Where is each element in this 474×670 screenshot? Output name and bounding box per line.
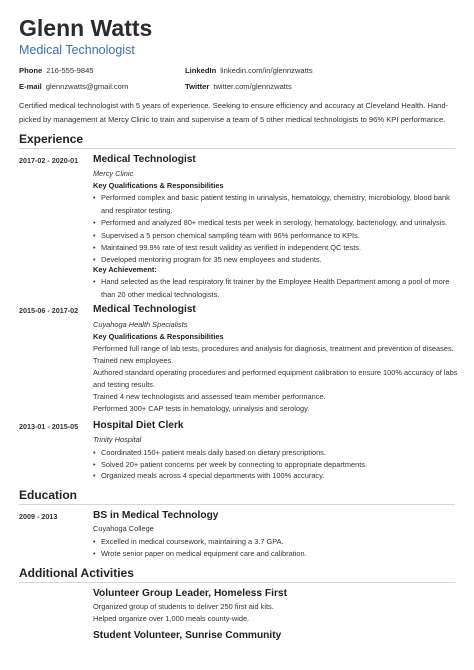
job-1-dates: 2017-02 - 2020-01 bbox=[19, 156, 79, 165]
experience-divider bbox=[19, 148, 455, 149]
list-item: • Excelled in medical coursework, maintaining a 3.7 GPA. bbox=[93, 537, 284, 546]
job-2-line: Performed full range of lab tests, procedures and analysis for diagnosis, treatment and prevention of diseases. bbox=[93, 344, 454, 353]
activity-2-title: Student Volunteer, Sunrise Community bbox=[93, 630, 282, 641]
linkedin-value[interactable]: linkedin.com/in/glennzwatts bbox=[220, 66, 313, 75]
list-item: • Organized meals across 4 special departments with 100% accuracy. bbox=[93, 471, 325, 480]
candidate-title: Medical Technologist bbox=[19, 43, 135, 57]
list-item: • Maintained 99.9% rate of test result validity as verified in independent QC tests. bbox=[93, 243, 362, 252]
education-school: Cuyahoga College bbox=[93, 524, 154, 533]
job-2-line: Authored standard operating procedures and performed equipment calibration to ensure 100% accuracy of labs bbox=[93, 368, 458, 377]
linkedin-label: LinkedIn bbox=[185, 66, 217, 75]
list-item: • Developed mentoring program for 35 new employees and students. bbox=[93, 255, 322, 264]
job-2-line: and testing results. bbox=[93, 380, 156, 389]
education-divider bbox=[19, 504, 455, 505]
contact-twitter bbox=[185, 82, 292, 92]
email-label: E-mail bbox=[19, 82, 42, 91]
job-2-qualifications-heading: Key Qualifications & Responsibilities bbox=[93, 332, 224, 341]
experience-heading: Experience bbox=[19, 132, 84, 146]
job-2-line: Trained new employees. bbox=[93, 356, 174, 365]
job-1-title: Medical Technologist bbox=[93, 154, 196, 165]
activity-1-line: Helped organize over 1,000 meals county-wide. bbox=[93, 614, 250, 623]
job-3-employer: Trinity Hospital bbox=[93, 435, 142, 444]
job-1-employer: Mercy Clinic bbox=[93, 169, 134, 178]
contact-phone bbox=[19, 66, 94, 76]
job-2-line: Trained 4 new technologists and assessed team member performance. bbox=[93, 392, 326, 401]
candidate-name: Glenn Watts bbox=[19, 15, 153, 41]
email-value[interactable]: glennzwatts@gmail.com bbox=[45, 82, 129, 91]
job-3-title: Hospital Diet Clerk bbox=[93, 420, 184, 431]
list-item: • Coordinated 150+ patient meals daily based on dietary prescriptions. bbox=[93, 448, 326, 457]
job-1-qualifications-heading: Key Qualifications & Responsibilities bbox=[93, 181, 224, 190]
activities-heading: Additional Activities bbox=[19, 566, 134, 580]
twitter-label: Twitter bbox=[185, 82, 210, 91]
list-item: • Performed and analyzed 80+ medical tests per week in serology, hematology, bacteriology, and urinalysis. bbox=[93, 218, 448, 227]
twitter-value[interactable]: twitter.com/glennzwatts bbox=[213, 82, 292, 91]
list-item: • Solved 20+ patient concerns per week by connecting to appropriate departments. bbox=[93, 460, 368, 469]
education-heading: Education bbox=[19, 488, 78, 502]
contact-linkedin bbox=[185, 66, 313, 76]
list-item: • Hand selected as the lead respiratory fit trainer by the Employee Health Department among a pool of more than 20 other medical technologists. bbox=[93, 277, 450, 299]
phone-label: Phone bbox=[19, 66, 43, 75]
list-item: • Supervised a 5 person chemical sampling team with 96% performance to KPIs. bbox=[93, 231, 360, 240]
list-item: • Wrote senior paper on medical equipment care and calibration. bbox=[93, 549, 307, 558]
job-2-title: Medical Technologist bbox=[93, 304, 196, 315]
job-2-line: Performed 300+ CAP tests in hematology, urinalysis and serology. bbox=[93, 404, 310, 413]
education-dates: 2009 - 2013 bbox=[19, 512, 58, 521]
education-degree: BS in Medical Technology bbox=[93, 510, 219, 521]
contact-email bbox=[19, 82, 128, 92]
job-3-dates: 2013-01 - 2015-05 bbox=[19, 422, 79, 431]
job-2-dates: 2015-06 - 2017-02 bbox=[19, 306, 79, 315]
job-1-achievement-heading: Key Achievement: bbox=[93, 265, 157, 274]
summary-paragraph: Certified medical technologist with 5 years of experience. Seeking to ensure efficiency and accuracy at Cleveland Health. Hand-picked by management at Mercy Clinic to train and supervise a team of 5 other medical technologists to 96% KPI performance. bbox=[19, 101, 449, 124]
job-2-employer: Cuyahoga Health Specialists bbox=[93, 320, 188, 329]
activity-1-line: Organized group of students to deliver 250 first aid kits. bbox=[93, 602, 274, 611]
list-item: • Performed complex and basic patient testing in urinalysis, hematology, chemistry, microbiology, blood bank and respirator testing. bbox=[93, 193, 450, 215]
activity-1-title: Volunteer Group Leader, Homeless First bbox=[93, 588, 287, 599]
phone-value: 216-555-9845 bbox=[46, 66, 94, 75]
activities-divider bbox=[19, 582, 455, 583]
